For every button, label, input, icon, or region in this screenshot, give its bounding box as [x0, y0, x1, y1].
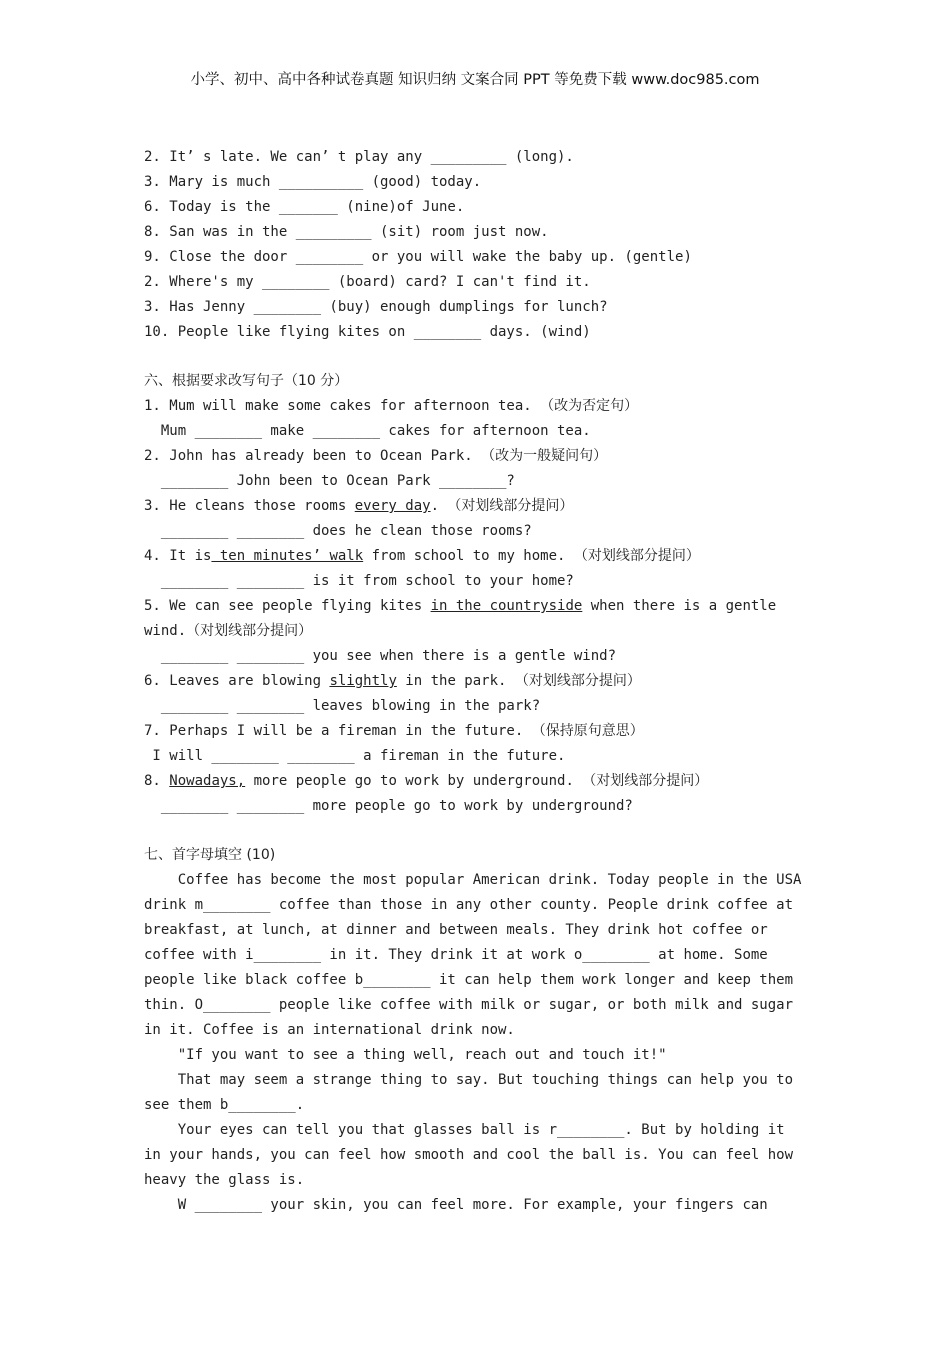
- fill-in-item: 10. People like flying kites on ________ days. (wind): [144, 324, 591, 340]
- passage-line: W ________ your skin, you can feel more. For example, your fingers can: [144, 1197, 768, 1213]
- underlined-phrase: slightly: [329, 673, 397, 689]
- fill-in-item: 9. Close the door ________ or you will wake the baby up. (gentle): [144, 249, 692, 265]
- fill-in-item: 3. Mary is much __________ (good) today.: [144, 174, 482, 190]
- question-4: 4. It is ten minutes’ walk from school to my home. （对划线部分提问）: [144, 548, 700, 564]
- question-2: 2. John has already been to Ocean Park. （改为一般疑问句）: [144, 448, 608, 464]
- passage-line: see them b________.: [144, 1097, 305, 1113]
- passage-line: Coffee has become the most popular American drink. Today people in the USA: [144, 872, 802, 888]
- passage-line: That may seem a strange thing to say. But touching things can help you to: [144, 1072, 794, 1088]
- passage-line: Your eyes can tell you that glasses ball is r________. But by holding it: [144, 1122, 785, 1138]
- question-5-cont: wind.（对划线部分提问）: [144, 623, 313, 639]
- underlined-phrase: in the countryside: [430, 598, 583, 614]
- fill-in-item: 2. It’ s late. We can’ t play any _________ (long).: [144, 149, 574, 165]
- passage-line: heavy the glass is.: [144, 1172, 305, 1188]
- passage-line: people like black coffee b________ it can help them work longer and keep them: [144, 972, 794, 988]
- page-header: 小学、初中、高中各种试卷真题 知识归纳 文案合同 PPT 等免费下载 www.doc985.com: [190, 72, 760, 88]
- question-7: 7. Perhaps I will be a fireman in the future. （保持原句意思）: [144, 723, 644, 739]
- fill-in-item: 3. Has Jenny ________ (buy) enough dumplings for lunch?: [144, 299, 608, 315]
- section-7-title: 七、首字母填空 (10): [144, 847, 276, 863]
- question-6: 6. Leaves are blowing slightly in the park. （对划线部分提问）: [144, 673, 641, 689]
- answer-line-4: ________ ________ is it from school to your home?: [144, 573, 574, 589]
- passage-line: thin. O________ people like coffee with milk or sugar, or both milk and sugar: [144, 997, 794, 1013]
- fill-in-item: 8. San was in the _________ (sit) room just now.: [144, 224, 549, 240]
- fill-in-item: 2. Where's my ________ (board) card? I can't find it.: [144, 274, 591, 290]
- quote-line: "If you want to see a thing well, reach out and touch it!": [144, 1047, 667, 1063]
- worksheet-content: [144, 145, 806, 1218]
- passage-line: breakfast, at lunch, at dinner and between meals. They drink hot coffee or: [144, 922, 768, 938]
- answer-line-2: ________ John been to Ocean Park ________?: [144, 473, 515, 489]
- section-6-title: 六、根据要求改写句子（10 分）: [144, 373, 349, 389]
- answer-line-3: ________ ________ does he clean those rooms?: [144, 523, 532, 539]
- fill-in-item: 6. Today is the _______ (nine)of June.: [144, 199, 465, 215]
- question-8: 8. Nowadays, more people go to work by underground. （对划线部分提问）: [144, 773, 709, 789]
- passage-line: coffee with i________ in it. They drink it at work o________ at home. Some: [144, 947, 768, 963]
- question-5: 5. We can see people flying kites in the countryside when there is a gentle: [144, 598, 777, 614]
- passage-line: in your hands, you can feel how smooth and cool the ball is. You can feel how: [144, 1147, 794, 1163]
- passage-line: in it. Coffee is an international drink now.: [144, 1022, 515, 1038]
- answer-line-1: Mum ________ make ________ cakes for afternoon tea.: [144, 423, 591, 439]
- answer-line-8: ________ ________ more people go to work by underground?: [144, 798, 633, 814]
- answer-line-6: ________ ________ leaves blowing in the park?: [144, 698, 541, 714]
- underlined-phrase: ten minutes’ walk: [211, 548, 364, 564]
- question-1: 1. Mum will make some cakes for afternoon tea. （改为否定句）: [144, 398, 639, 414]
- answer-line-5: ________ ________ you see when there is a gentle wind?: [144, 648, 617, 664]
- underlined-phrase: every day: [354, 498, 431, 514]
- underlined-phrase: Nowadays,: [169, 773, 246, 789]
- answer-line-7: I will ________ ________ a fireman in the future.: [144, 748, 566, 764]
- question-3: 3. He cleans those rooms every day. （对划线部分提问）: [144, 498, 574, 514]
- passage-line: drink m________ coffee than those in any other county. People drink coffee at: [144, 897, 794, 913]
